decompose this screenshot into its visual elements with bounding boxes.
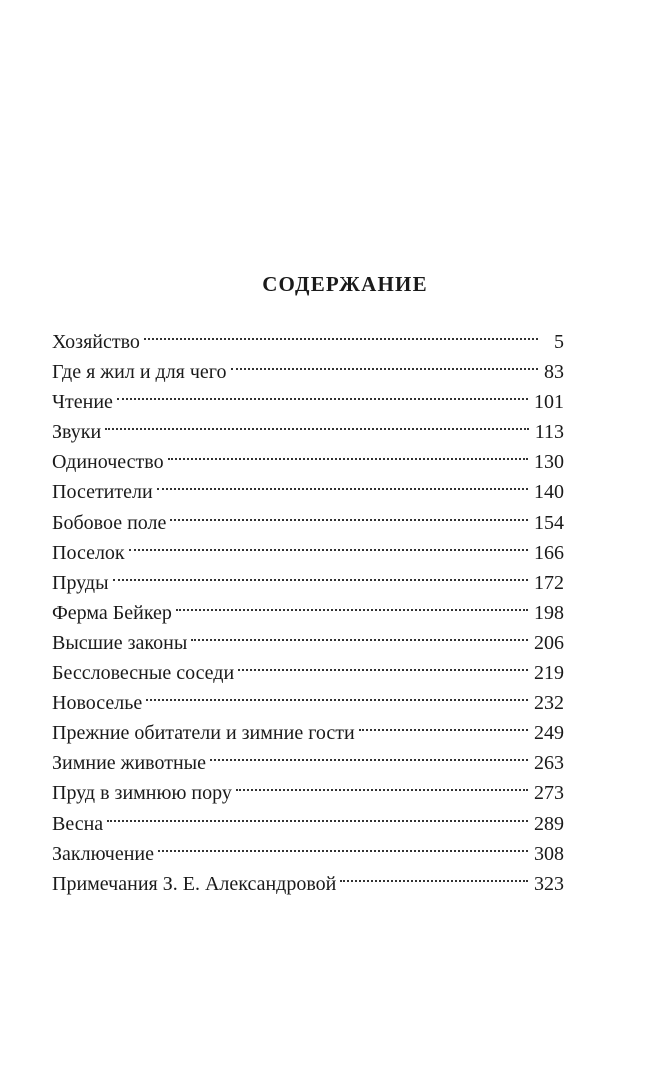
toc-entry-label: Ферма Бейкер <box>52 601 172 624</box>
dot-leader <box>146 679 528 709</box>
dot-leader <box>170 499 528 529</box>
toc-entry-label: Посетители <box>52 481 153 504</box>
toc-entry-label: Одиночество <box>52 451 164 474</box>
toc-entry-page: 323 <box>534 872 564 895</box>
toc-entry <box>52 800 564 835</box>
toc-entry <box>52 408 564 444</box>
toc-entry <box>52 559 564 594</box>
dot-leader <box>210 739 528 769</box>
toc-entry <box>52 529 564 564</box>
dot-leader <box>231 348 538 378</box>
dot-leader <box>191 619 528 649</box>
toc-entry-page: 219 <box>534 662 564 685</box>
toc-entry <box>52 589 564 624</box>
dot-leader <box>157 468 528 498</box>
toc-entry-page: 198 <box>534 601 564 624</box>
dot-leader <box>340 860 528 890</box>
dot-leader <box>117 378 528 408</box>
toc-entry-page: 130 <box>534 451 564 474</box>
toc-entry-page: 232 <box>534 692 564 715</box>
dot-leader <box>238 649 528 679</box>
toc-entry <box>52 438 564 474</box>
toc-entry-page: 113 <box>534 421 564 444</box>
toc-entry <box>52 318 564 353</box>
toc-entry-page: 206 <box>534 631 564 654</box>
toc-entry-label: Звуки <box>52 421 102 444</box>
toc-entry-label: Высшие законы <box>52 631 188 654</box>
toc-entry-label: Чтение <box>52 391 113 414</box>
dot-leader <box>107 800 528 830</box>
toc-entry-label: Прежние обитатели и зимние гости <box>52 722 355 745</box>
toc-entry-label: Где я жил и для чего <box>52 361 227 384</box>
toc-entry-label: Зимние животные <box>52 752 206 775</box>
dot-leader <box>176 589 528 619</box>
toc-entry-label: Весна <box>52 812 104 835</box>
dot-leader <box>129 529 528 559</box>
toc-entry-label: Поселок <box>52 541 125 564</box>
dot-leader <box>105 408 529 438</box>
dot-leader <box>158 830 528 860</box>
toc-entry-label: Новоселье <box>52 692 143 715</box>
dot-leader <box>168 438 528 468</box>
toc-entry <box>52 830 564 865</box>
toc-entry-label: Хозяйство <box>52 331 140 353</box>
toc-entry-page: 83 <box>544 361 564 384</box>
toc-entry-label: Пруды <box>52 571 109 594</box>
toc-entry <box>52 378 564 414</box>
toc-entry-label: Примечания З. Е. Александровой <box>52 872 337 895</box>
toc-entry-page: 308 <box>534 842 564 865</box>
toc-entry-label: Заключение <box>52 842 154 865</box>
toc-entry-page: 273 <box>534 782 564 805</box>
toc-entry-page: 140 <box>534 481 564 504</box>
toc-entry-page: 263 <box>534 752 564 775</box>
toc-entry-page: 289 <box>534 812 564 835</box>
dot-leader <box>144 318 538 348</box>
toc-entry-page: 249 <box>534 722 564 745</box>
toc-entry-label: Бессловесные соседи <box>52 662 235 685</box>
table-of-contents <box>52 318 564 895</box>
toc-entry-page: 101 <box>534 391 564 414</box>
toc-entry-page: 166 <box>534 541 564 564</box>
dot-leader <box>236 769 528 799</box>
dot-leader <box>359 709 528 739</box>
toc-entry-page: 154 <box>534 511 564 534</box>
toc-entry-label: Бобовое поле <box>52 511 167 534</box>
dot-leader <box>113 559 528 589</box>
toc-entry-page: 172 <box>534 571 564 594</box>
toc-title: СОДЕРЖАНИЕ <box>262 272 428 296</box>
toc-entry-page: 5 <box>554 331 564 353</box>
toc-entry-label: Пруд в зимнюю пору <box>52 782 232 805</box>
